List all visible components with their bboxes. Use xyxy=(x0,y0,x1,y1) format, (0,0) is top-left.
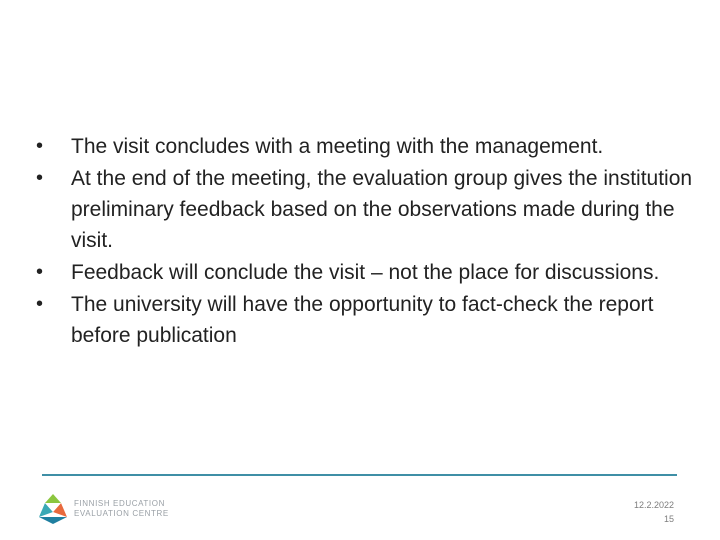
bullet-marker: • xyxy=(36,293,44,315)
logo-triangle-icon xyxy=(36,493,70,525)
list-item xyxy=(36,289,696,351)
footer-divider xyxy=(42,474,677,476)
bullet-marker: • xyxy=(36,167,44,189)
bullet-text: Feedback will conclude the visit – not the place for discussions. xyxy=(71,261,660,284)
bullet-list xyxy=(36,131,696,352)
footer-meta xyxy=(634,498,674,526)
list-item xyxy=(36,257,696,288)
logo-segment-bottom xyxy=(39,517,67,524)
slide-date: 12.2.2022 xyxy=(633,500,674,510)
list-item xyxy=(36,163,696,256)
logo-segment-top xyxy=(45,494,61,503)
logo-wordmark xyxy=(74,499,169,519)
organization-logo xyxy=(36,493,169,525)
bullet-marker: • xyxy=(36,261,44,283)
bullet-text: The visit concludes with a meeting with the management. xyxy=(71,135,604,158)
logo-line-1: FINNISH EDUCATION xyxy=(74,499,165,508)
page-number: 15 xyxy=(663,514,674,524)
bullet-text: At the end of the meeting, the evaluation group gives the institution preliminary feedback based on the observations made during the visit. xyxy=(71,167,693,252)
list-item xyxy=(36,131,696,162)
bullet-marker: • xyxy=(36,135,44,157)
bullet-text: The university will have the opportunity to fact-check the report before publication xyxy=(71,293,654,347)
logo-line-2: EVALUATION CENTRE xyxy=(74,509,169,518)
